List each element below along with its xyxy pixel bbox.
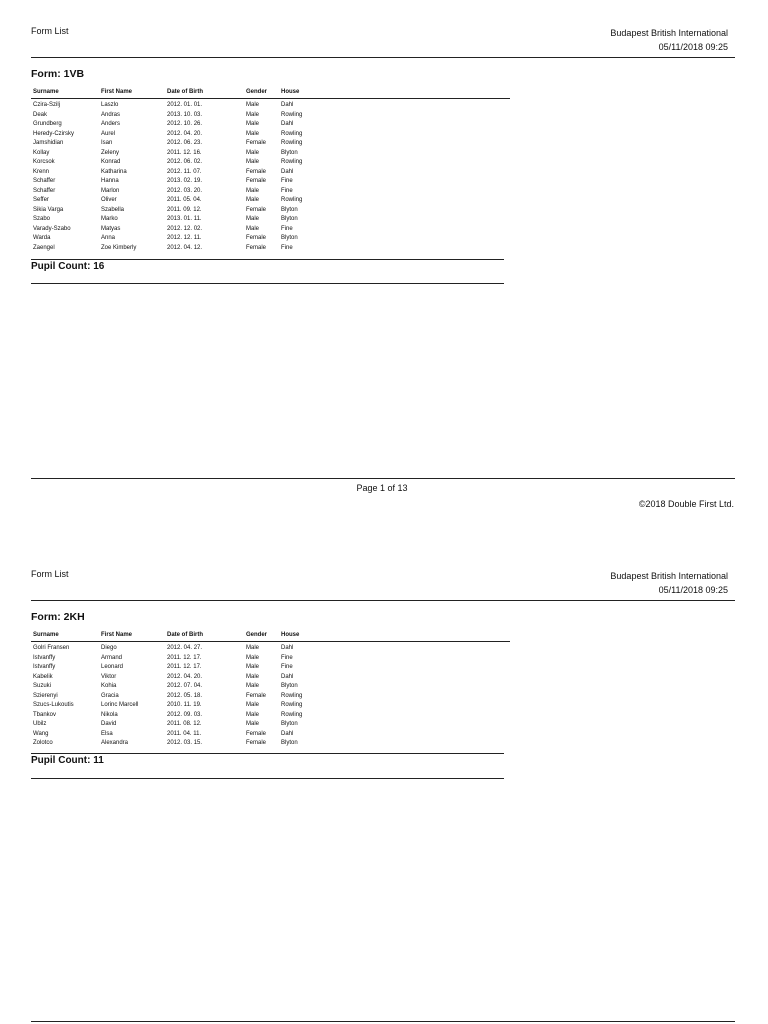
cell-gender: Female (246, 140, 267, 146)
cell-gender: Female (246, 692, 267, 699)
header-divider (31, 600, 735, 601)
cell-first-name: Matyas (101, 225, 121, 232)
cell-gender: Male (246, 187, 260, 194)
cell-first-name: Aurel (101, 130, 116, 137)
cell-surname: Krenn (33, 168, 50, 175)
table-row (31, 187, 510, 197)
cell-date-of-birth: 2013. 01. 11. (167, 216, 202, 222)
table-row (31, 101, 510, 111)
cell-surname: Heredy-Czirsky (33, 130, 75, 137)
cell-date-of-birth: 2012. 01. 01. (167, 102, 203, 108)
school-name: Budapest British International (610, 28, 728, 38)
table-row (31, 730, 510, 740)
cell-date-of-birth: 2012. 03. 15. (167, 740, 203, 746)
cell-date-of-birth: 2012. 09. 03. (167, 711, 203, 718)
cell-first-name: Kohia (101, 683, 117, 689)
cell-date-of-birth: 2012. 11. 07. (167, 168, 202, 175)
cell-date-of-birth: 2011. 12. 17. (167, 654, 202, 661)
cell-first-name: Leonard (101, 664, 124, 670)
cell-first-name: Szabella (101, 206, 125, 213)
header-divider (31, 57, 735, 58)
cell-surname: Czira-Szilj (33, 102, 60, 108)
cell-house: Dahl (281, 168, 294, 175)
cell-first-name: Viktor (101, 673, 117, 680)
cell-first-name: Marlon (101, 187, 120, 194)
count-divider-top (31, 753, 504, 754)
table-row (31, 644, 510, 654)
cell-date-of-birth: 2011. 08. 12. (167, 721, 202, 727)
cell-first-name: Laszlo (101, 102, 119, 108)
cell-surname: Korcsok (33, 159, 55, 165)
cell-surname: Kollay (33, 149, 50, 156)
cell-house: Blyton (281, 683, 298, 689)
cell-gender: Male (246, 702, 260, 708)
footer-divider (31, 478, 735, 479)
cell-house: Rowling (281, 711, 303, 718)
cell-date-of-birth: 2012. 03. 20. (167, 187, 203, 194)
cell-gender: Male (246, 673, 260, 680)
table-row (31, 244, 510, 254)
table-row (31, 120, 510, 130)
cell-surname: Varady-Szabo (33, 225, 71, 232)
cell-date-of-birth: 2012. 06. 23. (167, 140, 203, 146)
pupil-count: Pupil Count: 11 (31, 755, 104, 766)
cell-surname: Warda (33, 235, 51, 241)
cell-date-of-birth: 2011. 09. 12. (167, 206, 202, 213)
report-header-right (610, 26, 728, 54)
cell-surname: Seffer (33, 197, 49, 203)
cell-surname: Suzuki (33, 683, 52, 689)
cell-house: Dahl (281, 102, 294, 108)
cell-house: Rowling (281, 140, 303, 146)
cell-first-name: David (101, 721, 117, 727)
cell-gender: Male (246, 197, 260, 203)
cell-house: Rowling (281, 702, 303, 708)
cell-date-of-birth: 2011. 05. 04. (167, 197, 202, 203)
table-row (31, 692, 510, 702)
cell-gender: Female (246, 730, 267, 737)
cell-gender: Male (246, 159, 260, 165)
count-divider-bottom (31, 778, 504, 779)
cell-house: Blyton (281, 235, 298, 241)
page-number: Page 1 of 13 (356, 483, 408, 493)
table-row (31, 149, 510, 159)
cell-surname: Wang (33, 730, 49, 737)
cell-gender: Female (246, 740, 267, 746)
cell-first-name: Gracia (101, 692, 119, 699)
column-header-date-of-birth: Date of Birth (167, 632, 203, 638)
table-row (31, 139, 510, 149)
cell-surname: Szabo (33, 216, 51, 222)
cell-first-name: Zoe Kimberly (101, 244, 137, 251)
cell-date-of-birth: 2012. 05. 18. (167, 692, 203, 699)
cell-gender: Female (246, 235, 267, 241)
cell-house: Fine (281, 654, 293, 661)
table-row (31, 234, 510, 244)
cell-first-name: Anna (101, 235, 116, 241)
cell-surname: Tbankov (33, 711, 57, 718)
cell-gender: Female (246, 168, 267, 175)
cell-surname: Zaengel (33, 244, 55, 251)
column-header-gender: Gender (246, 89, 268, 95)
cell-gender: Male (246, 216, 260, 222)
cell-date-of-birth: 2011. 12. 16. (167, 149, 202, 156)
cell-surname: Istvanffy (33, 664, 56, 670)
table-row (31, 215, 510, 225)
pupil-count: Pupil Count: 16 (31, 261, 105, 272)
table-row (31, 225, 510, 235)
cell-house: Dahl (281, 730, 294, 737)
cell-gender: Male (246, 102, 260, 108)
cell-first-name: Elsa (101, 730, 113, 737)
cell-date-of-birth: 2012. 12. 11. (167, 235, 202, 241)
cell-first-name: Marko (101, 216, 118, 222)
cell-first-name: Diego (101, 645, 117, 651)
column-header-surname: Surname (33, 632, 59, 638)
cell-surname: Istvanffy (33, 654, 56, 661)
table-row (31, 663, 510, 673)
cell-first-name: Nikola (101, 711, 118, 718)
cell-first-name: Konrad (101, 159, 121, 165)
table-row (31, 111, 510, 121)
column-header-first-name: First Name (101, 632, 133, 638)
cell-date-of-birth: 2012. 12. 02. (167, 225, 203, 232)
table-row (31, 720, 510, 730)
cell-date-of-birth: 2012. 04. 12. (167, 244, 203, 251)
count-divider-top (31, 259, 504, 260)
cell-gender: Male (246, 683, 260, 689)
cell-first-name: Armand (101, 654, 123, 661)
cell-first-name: Zeleny (101, 149, 120, 156)
cell-house: Dahl (281, 673, 294, 680)
count-divider-bottom (31, 283, 504, 284)
cell-date-of-birth: 2011. 12. 17. (167, 664, 202, 670)
table-header (31, 87, 510, 99)
cell-first-name: Anders (101, 121, 121, 127)
column-header-date-of-birth: Date of Birth (167, 89, 203, 95)
cell-date-of-birth: 2012. 07. 04. (167, 683, 203, 689)
cell-first-name: Hanna (101, 178, 119, 184)
cell-first-name: Andras (101, 111, 121, 118)
table-row (31, 654, 510, 664)
pupil-table (31, 87, 510, 253)
column-header-gender: Gender (246, 632, 268, 638)
table-row (31, 739, 510, 749)
cell-surname: Schaffer (33, 187, 56, 194)
cell-gender: Male (246, 645, 260, 651)
cell-house: Rowling (281, 692, 303, 699)
report-title: Form List (31, 26, 69, 36)
cell-gender: Male (246, 225, 260, 232)
cell-surname: Sikia Varga (33, 206, 64, 213)
cell-gender: Female (246, 206, 267, 213)
cell-house: Rowling (281, 111, 303, 118)
cell-house: Fine (281, 244, 293, 251)
cell-surname: Szierenyi (33, 692, 58, 699)
cell-house: Fine (281, 178, 293, 184)
table-row (31, 206, 510, 216)
cell-surname: Szucs-Lukoutis (33, 702, 74, 708)
table-row (31, 711, 510, 721)
cell-house: Dahl (281, 121, 294, 127)
cell-gender: Male (246, 711, 260, 718)
cell-house: Rowling (281, 197, 303, 203)
cell-gender: Male (246, 130, 260, 137)
cell-house: Blyton (281, 216, 298, 222)
cell-surname: Golri Fransen (33, 645, 70, 651)
table-row (31, 196, 510, 206)
cell-gender: Male (246, 721, 260, 727)
cell-date-of-birth: 2012. 06. 02. (167, 159, 203, 165)
cell-first-name: Alexandra (101, 740, 129, 746)
cell-house: Rowling (281, 159, 303, 165)
cell-date-of-birth: 2012. 10. 26. (167, 121, 203, 127)
cell-house: Fine (281, 225, 293, 232)
cell-surname: Ubilz (33, 721, 47, 727)
cell-house: Fine (281, 187, 293, 194)
table-row (31, 130, 510, 140)
school-name: Budapest British International (610, 571, 728, 581)
cell-date-of-birth: 2011. 04. 11. (167, 730, 202, 737)
cell-surname: Kabelik (33, 673, 53, 680)
cell-surname: Zolotco (33, 740, 53, 746)
cell-date-of-birth: 2012. 04. 20. (167, 673, 203, 680)
cell-house: Rowling (281, 130, 303, 137)
cell-date-of-birth: 2012. 04. 20. (167, 130, 203, 137)
pupil-table (31, 630, 510, 749)
form-title: Form: 1VB (31, 68, 85, 80)
cell-house: Fine (281, 664, 293, 670)
cell-gender: Male (246, 111, 260, 118)
report-header-right (610, 569, 728, 597)
report-datetime: 05/11/2018 09:25 (658, 585, 728, 595)
cell-first-name: Lorinc Marcell (101, 702, 139, 708)
cell-date-of-birth: 2013. 10. 03. (167, 111, 203, 118)
footer-divider (31, 1021, 735, 1022)
table-row (31, 158, 510, 168)
report-title: Form List (31, 569, 69, 579)
report-datetime: 05/11/2018 09:25 (658, 42, 728, 52)
cell-gender: Male (246, 121, 260, 127)
cell-date-of-birth: 2010. 11. 19. (167, 702, 202, 708)
table-row (31, 168, 510, 178)
table-row (31, 177, 510, 187)
cell-date-of-birth: 2012. 04. 27. (167, 645, 203, 651)
cell-house: Dahl (281, 645, 294, 651)
cell-gender: Female (246, 178, 267, 184)
cell-surname: Deak (33, 111, 48, 118)
column-header-first-name: First Name (101, 89, 133, 95)
cell-first-name: Oliver (101, 197, 117, 203)
cell-date-of-birth: 2013. 02. 19. (167, 178, 203, 184)
cell-gender: Male (246, 664, 260, 670)
table-header (31, 630, 510, 642)
cell-gender: Female (246, 244, 267, 251)
column-header-surname: Surname (33, 89, 59, 95)
column-header-house: House (281, 632, 300, 638)
report-page-2 (0, 543, 768, 1024)
cell-house: Blyton (281, 721, 298, 727)
cell-gender: Male (246, 149, 260, 156)
table-row (31, 682, 510, 692)
cell-surname: Schaffer (33, 178, 56, 184)
table-row (31, 701, 510, 711)
cell-surname: Jamshidian (33, 140, 64, 146)
column-header-house: House (281, 89, 300, 95)
cell-first-name: Katharina (101, 168, 127, 175)
cell-gender: Male (246, 654, 260, 661)
cell-surname: Grundberg (33, 121, 62, 127)
table-row (31, 673, 510, 683)
cell-house: Blyton (281, 740, 298, 746)
copyright-notice: ©2018 Double First Ltd. (638, 499, 734, 509)
form-title: Form: 2KH (31, 611, 85, 623)
cell-first-name: Isan (101, 140, 113, 146)
cell-house: Blyton (281, 149, 298, 156)
cell-house: Blyton (281, 206, 298, 213)
